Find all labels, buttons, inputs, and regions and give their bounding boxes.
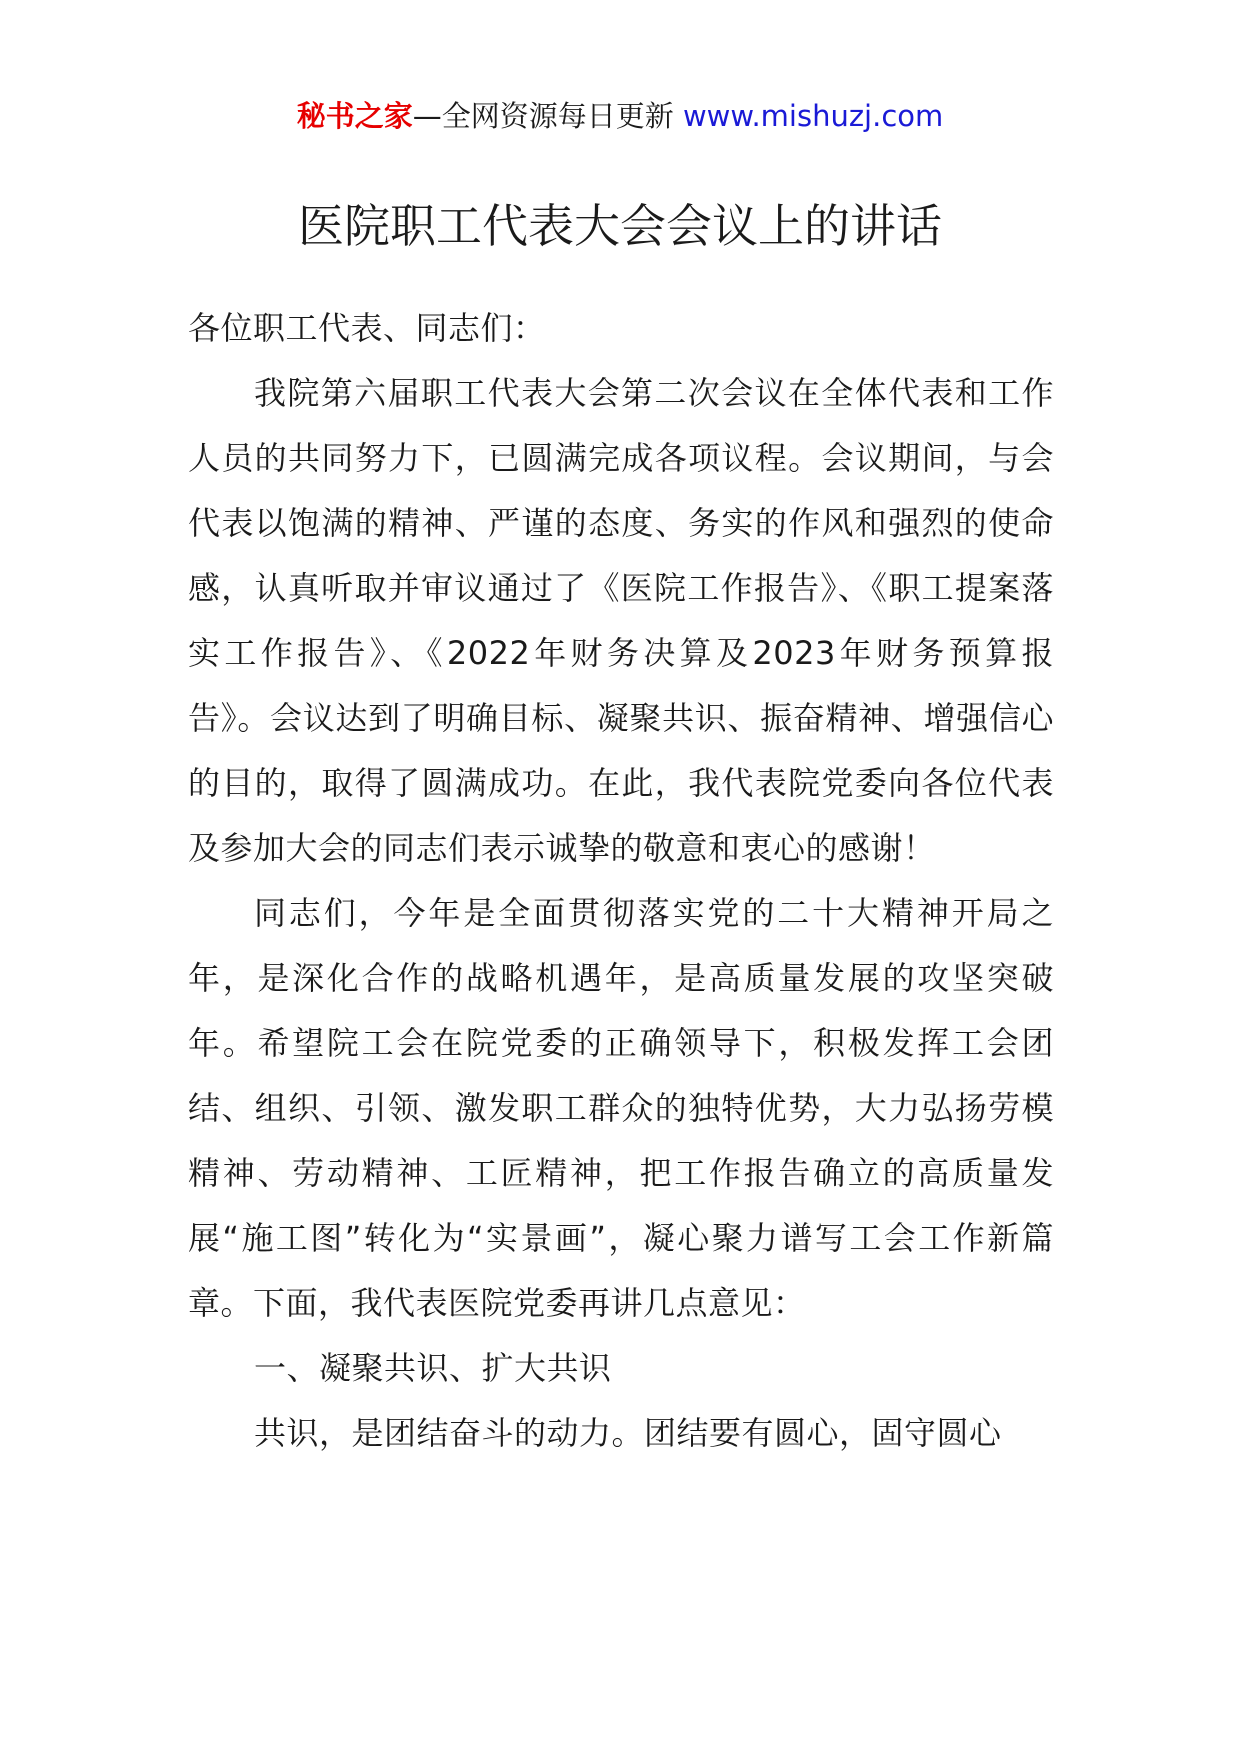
document-body: [188, 296, 1054, 1466]
salutation: 各位职工代表、同志们：: [188, 309, 546, 347]
site-header: [0, 96, 1240, 136]
brand-name: 秘书之家: [296, 99, 413, 133]
document-title: 医院职工代表大会会议上的讲话: [298, 199, 942, 253]
paragraph-3: 共识，是团结奋斗的动力。团结要有圆心，固守圆心: [254, 1414, 1002, 1452]
section-heading: 一、凝聚共识、扩大共识: [254, 1349, 612, 1387]
paragraph-2: 同志们，今年是全面贯彻落实党的二十大精神开局之年，是深化合作的战略机遇年，是高质量发展的攻坚突破年。希望院工会在院党委的正确领导下，积极发挥工会团结、组织、引领、激发职工群众的独特优势，大力弘扬劳模精神、劳动精神、工匠精神，把工作报告确立的高质量发展“施工图”转化为“实景画”，凝心聚力谱写工会工作新篇章。下面，我代表医院党委再讲几点意见：: [188, 894, 1054, 1322]
paragraph-1: 我院第六届职工代表大会第二次会议在全体代表和工作人员的共同努力下，已圆满完成各项议程。会议期间，与会代表以饱满的精神、严谨的态度、务实的作风和强烈的使命感，认真听取并审议通过了《医院工作报告》、《职工提案落实工作报告》、《2022年财务决算及2023年财务预算报告》。会议达到了明确目标、凝聚共识、振奋精神、增强信心的目的，取得了圆满成功。在此，我代表院党委向各位代表及参加大会的同志们表示诚挚的敬意和衷心的感谢！: [188, 374, 1054, 867]
site-url-link[interactable]: www.mishuzj.com: [682, 99, 944, 133]
header-tagline: —全网资源每日更新: [412, 99, 674, 133]
